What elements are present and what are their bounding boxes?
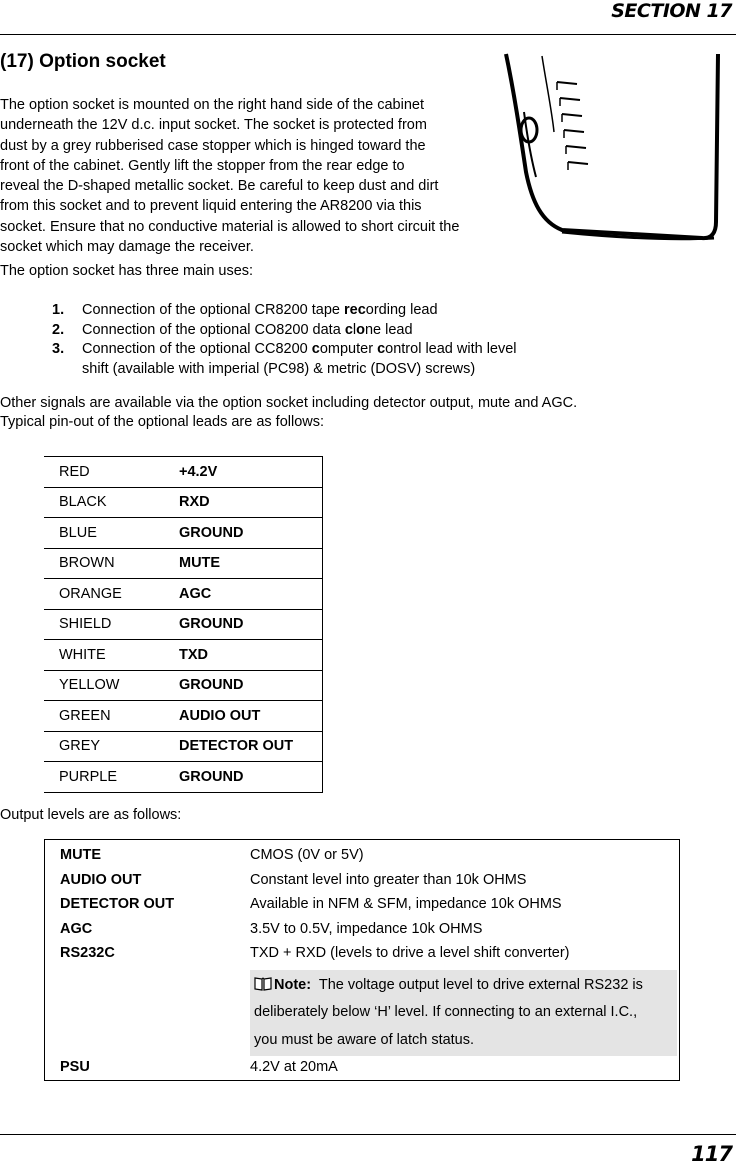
table-row — [44, 548, 323, 579]
uses-intro: The option socket has three main uses: — [0, 263, 254, 279]
uses-list — [52, 301, 517, 379]
table-row — [44, 731, 323, 762]
intro-line: from this socket and to prevent liquid entering the AR8200 via this — [0, 198, 422, 215]
list-item — [52, 301, 517, 321]
section-title: (17) Option socket — [0, 51, 166, 72]
list-text: Connection of the optional CC8200 computer control lead with level — [82, 341, 517, 357]
intro-line: The option socket is mounted on the right hand side of the cabinet — [0, 97, 424, 113]
list-text: Connection of the optional CR8200 tape recording lead — [82, 302, 438, 318]
level-name: AGC — [60, 920, 93, 937]
note-line — [254, 972, 671, 1000]
table-row — [44, 487, 323, 518]
paragraph-line: Typical pin-out of the optional leads are as follows: — [0, 414, 325, 430]
table-row — [44, 670, 323, 701]
level-description: CMOS (0V or 5V) — [250, 847, 364, 863]
table-row — [45, 1056, 680, 1081]
wire-color: GREEN — [44, 701, 159, 732]
signal-name: RXD — [159, 487, 323, 518]
list-number: 2. — [52, 321, 65, 338]
intro-line: underneath the 12V d.c. input socket. The socket is protected from — [0, 117, 427, 134]
signal-name: GROUND — [159, 609, 323, 640]
signal-name: TXD — [159, 640, 323, 671]
table-row — [44, 579, 323, 610]
table-row — [44, 518, 323, 549]
table-row — [44, 640, 323, 671]
level-name: DETECTOR OUT — [60, 896, 175, 912]
cabinet-side-illustration — [502, 52, 724, 242]
table-row — [44, 457, 323, 488]
table-row — [44, 609, 323, 640]
signal-name: MUTE — [159, 548, 323, 579]
wire-color: GREY — [44, 731, 159, 762]
level-name: RS232C — [60, 945, 115, 961]
list-number: 3. — [52, 341, 65, 357]
header-rule — [0, 34, 736, 35]
note-label: Note: — [274, 976, 312, 993]
level-name: PSU — [60, 1059, 90, 1075]
intro-line: reveal the D-shaped metallic socket. Be careful to keep dust and dirt — [0, 178, 439, 195]
table-row — [45, 868, 680, 893]
output-levels-table — [44, 839, 680, 1081]
wire-color: ORANGE — [44, 579, 159, 610]
intro-line: socket which may damage the receiver. — [0, 239, 254, 256]
paragraph-line: Other signals are available via the option socket including detector output, mute and AGC. — [0, 395, 578, 411]
list-item-continuation: shift (available with imperial (PC98) & metric (DOSV) screws) — [82, 360, 476, 377]
signal-name: GROUND — [159, 762, 323, 793]
intro-line: front of the cabinet. Gently lift the stopper from the rear edge to — [0, 157, 405, 174]
wire-color: WHITE — [44, 640, 159, 671]
wire-color: BLUE — [44, 518, 159, 549]
table-row — [44, 762, 323, 793]
wire-color: BLACK — [44, 487, 159, 518]
level-description: 3.5V to 0.5V, impedance 10k OHMS — [250, 920, 483, 937]
level-name: MUTE — [60, 847, 102, 863]
note-text: The voltage output level to drive external RS232 is — [311, 976, 643, 993]
wire-color: SHIELD — [44, 609, 159, 640]
wire-color: PURPLE — [44, 762, 159, 793]
level-name: AUDIO OUT — [60, 871, 142, 888]
note-box — [250, 970, 677, 1057]
page-number: 117 — [691, 1142, 732, 1166]
level-description: Constant level into greater than 10k OHMS — [250, 871, 527, 888]
wire-color: BROWN — [44, 548, 159, 579]
level-description: Available in NFM & SFM, impedance 10k OHMS — [250, 896, 562, 912]
signal-name: GROUND — [159, 670, 323, 701]
intro-paragraph — [0, 95, 459, 257]
wire-color: RED — [44, 457, 159, 488]
section-header: SECTION 17 — [611, 0, 732, 22]
table-row — [45, 917, 680, 942]
list-number: 1. — [52, 302, 65, 318]
note-line: deliberately below ‘H’ level. If connecting to an external I.C., — [254, 1004, 638, 1020]
intro-line: dust by a grey rubberised case stopper which is hinged toward the — [0, 137, 426, 154]
note-book-icon — [254, 976, 272, 991]
signal-name: AGC — [159, 579, 323, 610]
table-row — [45, 892, 680, 917]
level-description-cell — [236, 941, 680, 1056]
table-row — [45, 941, 680, 1056]
pinout-table — [44, 456, 323, 793]
level-description: TXD + RXD (levels to drive a level shift converter) — [250, 945, 570, 961]
signal-name: DETECTOR OUT — [159, 731, 323, 762]
level-description: 4.2V at 20mA — [250, 1059, 338, 1075]
signal-name: AUDIO OUT — [159, 701, 323, 732]
list-text: Connection of the optional CO8200 data clone lead — [82, 321, 413, 338]
table-row — [44, 701, 323, 732]
other-signals-paragraph — [0, 394, 577, 432]
footer-rule — [0, 1134, 736, 1135]
option-socket-icon — [521, 118, 537, 142]
wire-color: YELLOW — [44, 670, 159, 701]
signal-name: +4.2V — [159, 457, 323, 488]
list-item — [52, 340, 517, 360]
output-levels-intro: Output levels are as follows: — [0, 807, 182, 823]
signal-name: GROUND — [159, 518, 323, 549]
table-row — [45, 840, 680, 868]
note-line: you must be aware of latch status. — [254, 1031, 475, 1048]
list-item — [52, 321, 517, 341]
intro-line: socket. Ensure that no conductive material is allowed to short circuit the — [0, 218, 460, 235]
